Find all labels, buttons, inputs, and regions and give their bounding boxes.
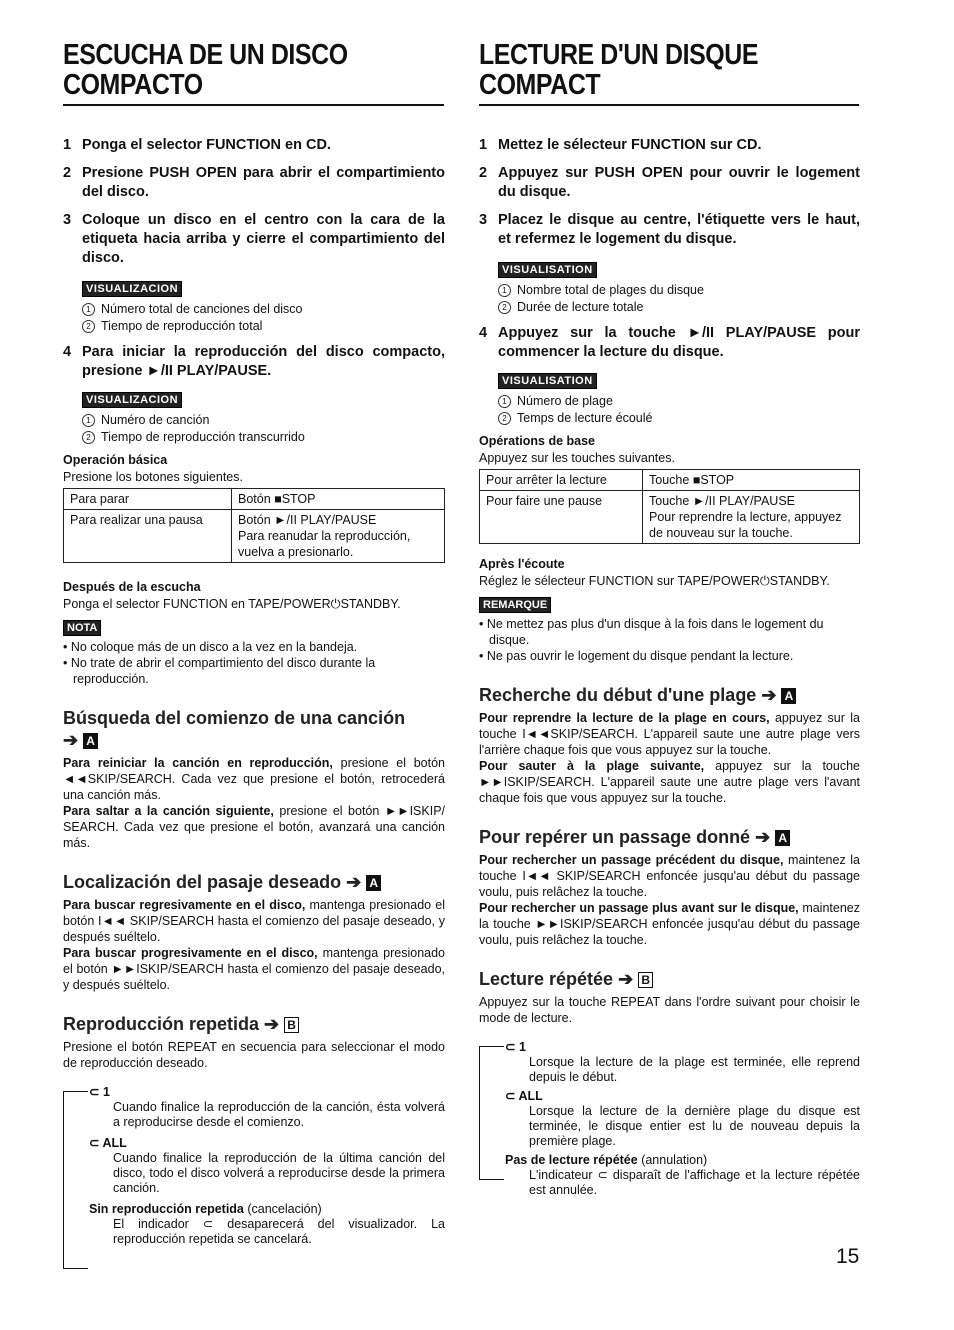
notes-list xyxy=(63,639,445,687)
repeat-mode-1: ⊂ 1 Lorsque la lecture de la plage est terminée, elle reprend depuis le début. xyxy=(505,1040,860,1084)
spanish-title-line2: COMPACTO xyxy=(63,69,203,101)
step-4: 4 Para iniciar la reproducción del disco compacto, presione ►/II PLAY/PAUSE. xyxy=(63,344,445,379)
spanish-steps xyxy=(63,136,445,268)
after-heading: Après l'écoute xyxy=(479,557,565,571)
display-item: 1 Número total de canciones del disco xyxy=(82,301,445,318)
circled-2-icon: 2 xyxy=(498,412,511,425)
circled-1-icon: 1 xyxy=(82,303,95,316)
display-item: 1 Nombre total de plages du disque xyxy=(498,282,860,299)
step-1: 1 Ponga el selector FUNCTION en CD. xyxy=(63,137,331,153)
display-list xyxy=(498,393,860,427)
display-list xyxy=(82,412,445,446)
section-a-icon: A xyxy=(366,875,381,891)
section-b-icon: B xyxy=(638,972,653,988)
repeat-mode-all: ⊂ ALL Cuando finalice la reproducción de la última canción del disco, todo el disco volverá a reproducirse desde la primera canción. xyxy=(89,1136,445,1195)
section-b-icon: B xyxy=(284,1017,299,1033)
list-item: • No trate de abrir el compartimiento del disco durante la reproducción. xyxy=(63,656,376,686)
display-list xyxy=(498,282,860,316)
step-4: 4 Appuyez sur la touche ►/II PLAY/PAUSE pour commencer la lecture du disque. xyxy=(479,325,860,360)
search-heading: Búsqueda del comienzo de una canción ➔ A xyxy=(63,708,406,750)
circled-2-icon: 2 xyxy=(82,431,95,444)
step-3: 3 Coloque un disco en el centro con la cara de la etiqueta hacia arriba y cierre el compartimiento del disco. xyxy=(63,212,445,266)
ops-intro: Presione los botones siguientes. xyxy=(63,470,243,484)
repeat-intro: Appuyez sur la touche REPEAT dans l'ordre suivant pour choisir le mode de lecture. xyxy=(479,995,860,1025)
section-a-icon: A xyxy=(83,733,98,749)
repeat-mode-1: ⊂ 1 Cuando finalice la reproducción de la canción, ésta volverá a reproducirse desde el comienzo. xyxy=(89,1085,445,1129)
french-title: LECTURE D'UN DISQUE COMPACT xyxy=(479,40,859,106)
after-text: Ponga el selector FUNCTION en TAPE/POWER⏻STANDBY. xyxy=(63,597,401,611)
table-row: Pour arrêter la lecture Touche ■STOP xyxy=(480,470,860,491)
locate-heading: Pour repérer un passage donné ➔ A xyxy=(479,826,860,848)
circled-1-icon: 1 xyxy=(82,414,95,427)
spanish-column xyxy=(63,40,445,1247)
display-item: 2 Tiempo de reproducción total xyxy=(82,318,445,335)
spanish-title-box xyxy=(63,40,445,106)
repeat-cycle-bracket xyxy=(63,1091,88,1269)
repeat-sequence xyxy=(479,1040,860,1198)
repeat-heading: Lecture répétée ➔ B xyxy=(479,968,860,990)
notes-list xyxy=(479,616,860,664)
table-row: Para parar Botón ■STOP xyxy=(64,489,445,510)
circled-2-icon: 2 xyxy=(82,320,95,333)
repeat-sequence xyxy=(63,1085,445,1247)
circled-2-icon: 2 xyxy=(498,301,511,314)
section-a-icon: A xyxy=(781,688,796,704)
note-badge: NOTA xyxy=(63,620,101,636)
repeat-cycle-bracket xyxy=(479,1046,504,1180)
ops-heading: Opérations de base xyxy=(479,434,596,448)
section-a-icon: A xyxy=(775,830,790,846)
display-item: 2 Temps de lecture écoulé xyxy=(498,410,860,427)
ops-table xyxy=(63,488,445,563)
circled-1-icon: 1 xyxy=(498,284,511,297)
search-heading: Recherche du début d'une plage ➔ A xyxy=(479,684,860,706)
step-3: 3 Placez le disque au centre, l'étiquette vers le haut, et refermez le logement du disque. xyxy=(479,212,860,247)
table-row: Para realizar una pausa Botón ►/II PLAY/PAUSE Para reanudar la reproducción, vuelva a presionarlo. xyxy=(64,510,445,563)
after-heading: Después de la escucha xyxy=(63,580,201,594)
repeat-heading: Reproducción repetida ➔ B xyxy=(63,1013,445,1035)
note-badge: REMARQUE xyxy=(479,597,551,613)
table-row: Pour faire une pause Touche ►/II PLAY/PAUSE Pour reprendre la lecture, appuyez de nouveau sur la touche. xyxy=(480,491,860,544)
visualizacion-badge: VISUALIZACION xyxy=(82,281,182,297)
repeat-mode-all: ⊂ ALL Lorsque la lecture de la dernière plage du disque est terminée, le disque entier est lu de nouveau depuis la première plage. xyxy=(505,1089,860,1148)
step-1: 1 Mettez le sélecteur FUNCTION sur CD. xyxy=(479,137,762,153)
circled-1-icon: 1 xyxy=(498,395,511,408)
spanish-title xyxy=(63,40,444,106)
step-2: 2 Presione PUSH OPEN para abrir el compartimiento del disco. xyxy=(63,165,445,200)
french-steps xyxy=(479,136,860,249)
spanish-title-line1: ESCUCHA DE UN DISCO xyxy=(63,39,348,71)
display-item: 2 Durée de lecture totale xyxy=(498,299,860,316)
list-item: • Ne pas ouvrir le logement du disque pendant la lecture. xyxy=(479,649,794,663)
visualisation-badge: VISUALISATION xyxy=(498,262,597,278)
repeat-intro: Presione el botón REPEAT en secuencia para seleccionar el modo de reproducción deseado. xyxy=(63,1040,445,1070)
ops-heading: Operación básica xyxy=(63,453,168,467)
repeat-mode-off: Pas de lecture répétée (annulation) L'indicateur ⊂ disparaît de l'affichage et la lecture répétée est annulée. xyxy=(505,1153,860,1197)
french-column xyxy=(479,40,860,1198)
search-paragraph: Para reiniciar la canción en reproducción, presione el botón ◄◄SKIP/SEARCH. Cada vez que presione el botón, retrocederá una canción más. Para saltar a la canción siguiente, presione el botón ►►ISKIP/ SEARCH. Cada vez que presione el botón, avanzará una canción más. xyxy=(63,756,445,850)
display-item: 2 Tiempo de reproducción transcurrido xyxy=(82,429,445,446)
search-paragraph: Pour reprendre la lecture de la plage en cours, appuyez sur la touche I◄◄SKIP/SEARCH. L'appareil saute une autre plage vers l'arrière chaque fois que vous appuyez sur la touche. Pour sauter à la plage suivante, appuyez sur la touche ►►ISKIP/SEARCH. L'appareil saute une autre plage vers l'avant chaque fois que vous appuyez sur la touche. xyxy=(479,711,860,805)
display-list xyxy=(82,301,445,335)
after-text: Réglez le sélecteur FUNCTION sur TAPE/POWER⏻STANDBY. xyxy=(479,574,830,588)
step-2: 2 Appuyez sur PUSH OPEN pour ouvrir le logement du disque. xyxy=(479,165,860,200)
repeat-mode-off: Sin reproducción repetida (cancelación) El indicador ⊂ desaparecerá del visualizador. La reproducción repetida se cancelará. xyxy=(89,1202,445,1246)
locate-paragraph: Para buscar regresivamente en el disco, mantenga presionado el botón I◄◄ SKIP/SEARCH hasta el comienzo del pasaje deseado, y después suéltelo. Para buscar progresivamente en el disco, mantenga presionado el botón ►►ISKIP/SEARCH hasta el comienzo del pasaje deseado, y después suéltelo. xyxy=(63,898,446,992)
visualisation-badge: VISUALISATION xyxy=(498,373,597,389)
ops-intro: Appuyez sur les touches suivantes. xyxy=(479,451,675,465)
list-item: • No coloque más de un disco a la vez en la bandeja. xyxy=(63,640,358,654)
locate-heading: Localización del pasaje deseado ➔ A xyxy=(63,871,445,893)
list-item: • Ne mettez pas plus d'un disque à la fois dans le logement du disque. xyxy=(479,617,824,647)
visualizacion-badge: VISUALIZACION xyxy=(82,392,182,408)
french-title-box xyxy=(479,40,860,106)
display-item: 1 Numéro de canción xyxy=(82,412,445,429)
display-item: 1 Número de plage xyxy=(498,393,860,410)
ops-table xyxy=(479,469,860,544)
page-number: 15 xyxy=(836,1245,860,1268)
locate-paragraph: Pour rechercher un passage précédent du disque, maintenez la touche I◄◄ SKIP/SEARCH enfoncée jusqu'au début du passage voulu, puis relâchez la touche. Pour rechercher un passage plus avant sur le disque, maintenez la touche ►►ISKIP/SEARCH enfoncée jusqu'au début du passage voulu, puis relâchez la touche. xyxy=(479,853,860,947)
